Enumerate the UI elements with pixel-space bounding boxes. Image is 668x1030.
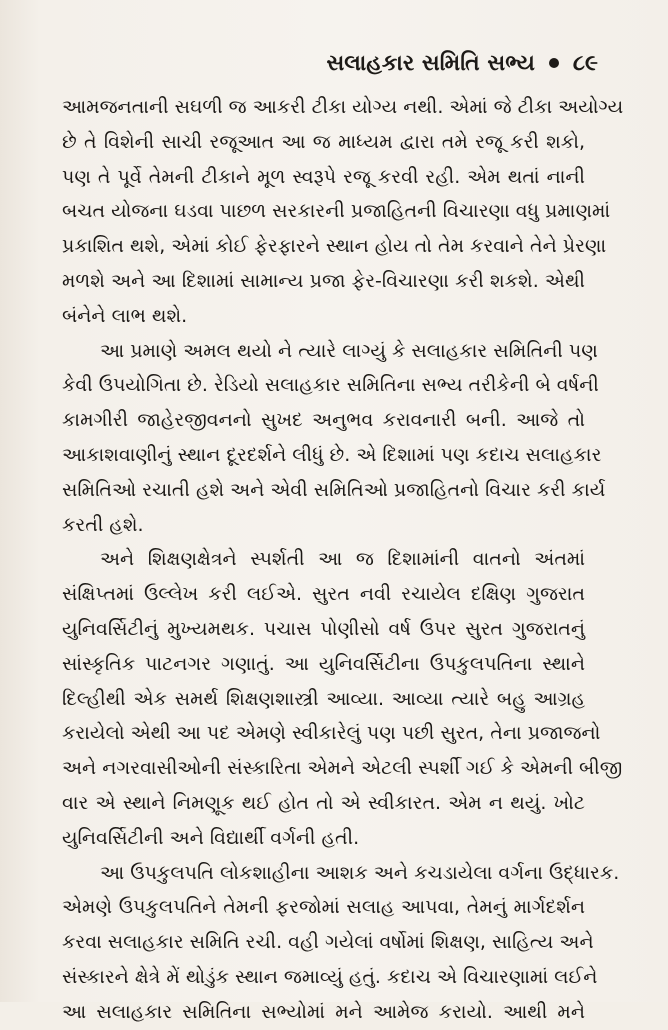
text-line: છે તે વિશેની સાચી રજૂઆત આ જ માધ્યમ દ્વારા તમે રજૂ કરી શકો, [62, 130, 585, 153]
text-line: આકાશવાણીનું સ્થાન દૂરદર્શને લીધું છે. એ દિશામાં પણ કદાચ સલાહકાર [62, 443, 602, 466]
running-header [250, 45, 598, 81]
text-line: મળશે અને આ દિશામાં સામાન્ય પ્રજા ફેર-વિચારણા કરી શકશે. એથી [62, 269, 585, 292]
text-line: આ પ્રમાણે અમલ થયો ને ત્યારે લાગ્યું કે સલાહકાર સમિતિની પણ [100, 339, 598, 362]
text-line: બચત યોજના ઘડવા પાછળ સરકારની પ્રજાહિતની વિચારણા વધુ પ્રમાણમાં [62, 200, 611, 223]
text-line: દિલ્હીથી એક સમર્થ શિક્ષણશાસ્ત્રી આવ્યા. આવ્યા ત્યારે બહુ આગ્રહ [62, 687, 585, 710]
text-line: વાર એ સ્થાને નિમણૂક થઈ હોત તો એ સ્વીકારત. એમ ન થયું. ખોટ [62, 791, 585, 814]
text-line: સમિતિઓ રચાતી હશે અને એવી સમિતિઓ પ્રજાહિતનો વિચાર કરી કાર્ય [62, 478, 606, 501]
text-line: યુનિવર્સિટીનું મુખ્યમથક. પચાસ પોણીસો વર્ષ ઉપર સુરત ગુજરાતનું [62, 617, 585, 640]
text-line: કરાયેલો એથી આ પદ એમણે સ્વીકારેલું પણ પછી સુરત, તેના પ્રજાજનો [62, 722, 601, 745]
text-line: એમણે ઉપકુલપતિને તેમની ફરજોમાં સલાહ આપવા, તેમનું માર્ગદર્શન [62, 896, 585, 919]
text-line: સંસ્કારને ક્ષેત્રે મેં થોડુંક સ્થાન જમાવ્યું હતું. કદાચ એ વિચારણામાં લઈને [62, 965, 598, 988]
text-line: આ ઉપકુલપતિ લોકશાહીના આશક અને કચડાયેલા વર્ગના ઉદ્ધારક. [100, 861, 620, 884]
text-line: કામગીરી જાહેરજીવનનો સુખદ અનુભવ કરાવનારી બની. આજે તો [62, 409, 585, 432]
text-line: યુનિવર્સિટીની અને વિદ્યાર્થી વર્ગની હતી. [62, 826, 360, 849]
text-line: પ્રકાશિત થશે, એમાં કોઈ ફેરફારને સ્થાન હોય તો તેમ કરવાને તેને પ્રેરણા [62, 235, 607, 258]
text-line: પણ તે પૂર્વે તેમની ટીકાને મૂળ સ્વરૂપે રજૂ કરવી રહી. એમ થતાં નાની [62, 165, 585, 188]
text-line: કેવી ઉપયોગિતા છે. રેડિયો સલાહકાર સમિતિના સભ્ય તરીકેની બે વર્ષની [62, 374, 599, 397]
text-line: આમજનતાની સઘળી જ આકરી ટીકા યોગ્ય નથી. એમાં જે ટીકા અયોગ્ય [62, 96, 624, 118]
text-line: અને નગરવાસીઓની સંસ્કારિતા એમને એટલી સ્પર્શી ગઈ કે એમની બીજી [62, 757, 623, 780]
text-line: કરતી હશે. [62, 513, 144, 536]
running-title: સલાહકાર સમિતિ સભ્ય [326, 50, 535, 76]
text-line: કરવા સલાહકાર સમિતિ રચી. વહી ગયેલાં વર્ષોમાં શિક્ષણ, સાહિત્ય અને [62, 931, 594, 954]
page-number: ૮૯ [572, 50, 598, 76]
bullet-separator-icon [549, 58, 559, 68]
text-line: બંનેને લાભ થશે. [62, 304, 188, 327]
text-line: આ સલાહકાર સમિતિના સભ્યોમાં મને આમેજ કરાયો. આથી મને [62, 1000, 585, 1023]
text-line: સાંસ્કૃતિક પાટનગર ગણાતું. આ યુનિવર્સિટીના ઉપકુલપતિના સ્થાને [62, 652, 585, 675]
text-line: સંક્ષિપ્તમાં ઉલ્લેખ કરી લઈએ. સુરત નવી રચાયેલ દક્ષિણ ગુજરાત [62, 583, 585, 606]
text-line: અને શિક્ષણક્ષેત્રને સ્પર્શતી આ જ દિશામાંની વાતનો અંતમાં [100, 548, 585, 571]
body-text [62, 90, 624, 1030]
